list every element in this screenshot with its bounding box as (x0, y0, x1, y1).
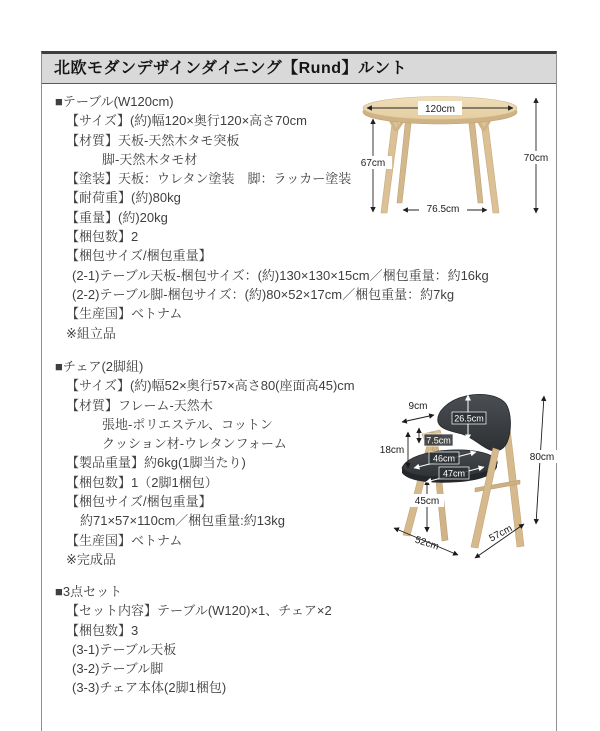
spec-line: 【材質】フレーム-天然木 (66, 397, 213, 413)
table-dimension-diagram (340, 85, 590, 225)
spec-line: 張地-ポリエステル、コットン (102, 416, 273, 432)
spec-line: 【セット内容】テーブル(W120)×1、チェア×2 (66, 603, 332, 619)
title-bar (42, 54, 556, 84)
chair-height-label: 80cm (529, 452, 555, 463)
table-section-heading: ■テーブル(W120cm) (55, 94, 174, 109)
spec-line: (3-1)テーブル天板 (72, 641, 177, 657)
spec-line: 【塗装】天板：ウレタン塗装 脚：ラッカー塗装 (66, 171, 352, 187)
page-title: 北欧モダンデザインダイニング【Rund】ルント (54, 60, 408, 77)
table-leg-span-label: 76.5cm (426, 204, 460, 215)
spec-line: 【生産国】ベトナム (66, 532, 183, 548)
table-height-label: 70cm (523, 153, 549, 164)
spec-line: 【梱包数】2 (66, 229, 139, 245)
set-section-heading: ■3点セット (55, 584, 123, 599)
set-spec-section (55, 582, 545, 698)
spec-line: 約71×57×110cm／梱包重量:約13kg (80, 513, 285, 529)
spec-line: 【重量】(約)20kg (66, 209, 168, 225)
spec-line: (3-2)テーブル脚 (72, 661, 164, 677)
spec-line: 【梱包数】3 (66, 622, 139, 638)
table-leg-height-label: 67cm (360, 158, 386, 169)
spec-line: 【サイズ】(約)幅120×奥行120×高さ70cm (66, 113, 307, 129)
spec-line: 【梱包サイズ/梱包重量】 (66, 248, 212, 264)
chair-depth-label: 57cm (487, 523, 515, 545)
chair-seat-depth-label: 46cm (432, 453, 456, 464)
spec-line: 脚-天然木タモ材 (102, 151, 198, 167)
chair-backrest-height-label: 26.5cm (454, 413, 484, 424)
spec-line: (2-1)テーブル天板-梱包サイズ：(約)130×130×15cm／梱包重量：約16kg (72, 267, 489, 283)
spec-line: (2-2)テーブル脚-梱包サイズ：(約)80×52×17cm／梱包重量：約7kg (72, 286, 455, 302)
spec-line: 【サイズ】(約)幅52×奥行57×高さ80(座面高45)cm (66, 378, 355, 394)
table-diameter-label: 120cm (424, 104, 456, 115)
chair-armrest-depth-label: 9cm (408, 401, 428, 412)
chair-seat-height-label: 45cm (414, 496, 440, 507)
spec-line: 【材質】天板-天然木タモ突板 (66, 132, 240, 148)
spec-line: 【耐荷重】(約)80kg (66, 190, 181, 206)
chair-seat-width-label: 47cm (442, 468, 466, 479)
spec-line: 【梱包サイズ/梱包重量】 (66, 494, 212, 510)
spec-line: 【製品重量】約6kg(1脚当たり) (66, 455, 246, 471)
spec-line: (3-3)チェア本体(2脚1梱包) (72, 680, 227, 696)
chair-dimension-diagram (378, 388, 578, 588)
spec-line: 【生産国】ベトナム (66, 306, 183, 322)
chair-section-heading: ■チェア(2脚組) (55, 359, 144, 374)
spec-line: 【梱包数】1（2脚1梱包） (66, 474, 218, 490)
spec-line: ※組立品 (66, 325, 116, 341)
spec-line: ※完成品 (66, 551, 116, 567)
chair-width-label: 52cm (413, 534, 441, 553)
chair-armrest-height-label: 7.5cm (426, 435, 451, 446)
spec-line: クッション材-ウレタンフォーム (102, 436, 287, 452)
chair-arm-to-seat-label: 18cm (379, 445, 405, 456)
